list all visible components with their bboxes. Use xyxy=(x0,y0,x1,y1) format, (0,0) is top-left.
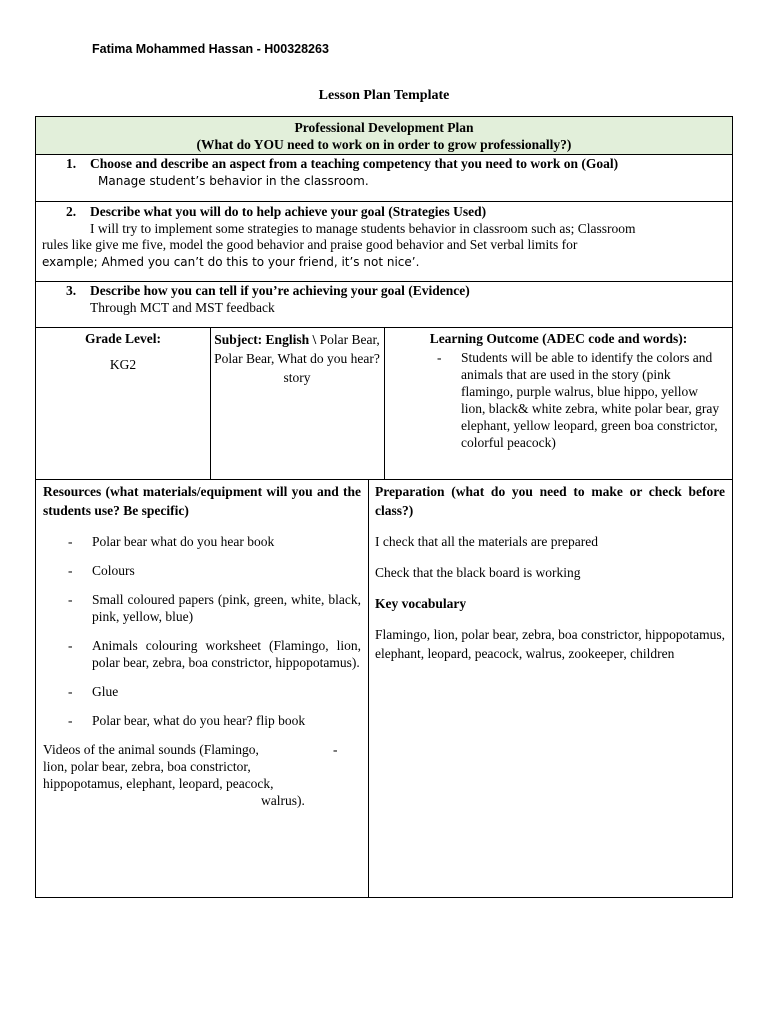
question-2-prompt: Describe what you will do to help achieve your goal (Strategies Used) xyxy=(90,204,487,219)
lesson-plan-table xyxy=(35,116,733,898)
question-3-answer: Through MCT and MST feedback xyxy=(90,299,275,315)
list-item: - Colours xyxy=(68,563,135,578)
list-item: - Small coloured papers (pink, green, white, black, pink, yellow, blue) xyxy=(68,592,361,624)
question-1 xyxy=(36,155,732,202)
outcome-bullet: Students will be able to identify the colors and animals that are used in the story (pink flamingo, purple walrus, blue hippo, yellow lion, black& white zebra, white polar bear, gray elephant, yellow leopard, green boa constrictor, colorful peacock) xyxy=(461,350,720,450)
preparation-heading: Preparation (what do you need to make or check before class?) xyxy=(375,484,725,518)
divider-grade-subject xyxy=(210,328,211,480)
document-title: Lesson Plan Template xyxy=(318,88,450,103)
question-3-number: 3. xyxy=(66,283,77,298)
grade-cell xyxy=(36,330,210,373)
resources-videos: Videos of the animal sounds (Flamingo, - lion, polar bear, zebra, boa constrictor, hippopotamus, elephant, leopard, peacock, walrus). xyxy=(43,742,338,808)
subject-value: Polar Bear, Polar Bear, What do you hear? story xyxy=(214,332,380,385)
preparation-cell xyxy=(375,482,725,663)
vocabulary-heading: Key vocabulary xyxy=(375,596,467,611)
question-1-prompt: Choose and describe an aspect from a teaching competency that you need to work on (Goal) xyxy=(90,156,619,171)
pdp-heading: Professional Development Plan xyxy=(294,120,474,135)
question-3 xyxy=(36,282,732,328)
grade-label: Grade Level: xyxy=(84,331,162,346)
question-3-prompt: Describe how you can tell if you’re achieving your goal (Evidence) xyxy=(90,283,470,298)
subject-cell xyxy=(214,330,380,387)
preparation-line-2: Check that the black board is working xyxy=(375,565,581,580)
author-line: Fatima Mohammed Hassan - H00328263 xyxy=(92,42,329,56)
list-item: - Glue xyxy=(68,684,119,699)
resources-heading: Resources (what materials/equipment will you and the students use? Be specific) xyxy=(43,484,361,518)
subject-label: Subject: English \ xyxy=(214,332,317,347)
question-2-answer-line2: rules like give me five, model the good behavior and praise good behavior and Set verbal limits for xyxy=(42,237,578,252)
list-item: - Animals colouring worksheet (Flamingo, lion, polar bear, zebra, boa constrictor, hippopotamus). xyxy=(68,638,361,670)
question-2 xyxy=(36,202,732,282)
outcome-label: Learning Outcome (ADEC code and words): xyxy=(429,331,688,346)
preparation-line-1: I check that all the materials are prepared xyxy=(375,534,599,549)
outcome-cell: Learning Outcome (ADEC code and words): - Students will be able to identify the colors and animals that are used in the story (pink flamingo, purple walrus, blue hippo, yellow lion, black& white zebra, white polar bear, gray elephant, yellow leopard, green boa constrictor, colorful peacock) xyxy=(385,330,732,451)
grade-value: KG2 xyxy=(109,357,137,372)
pdp-header xyxy=(36,117,732,155)
list-item: - Polar bear what do you hear book xyxy=(68,534,275,549)
divider-row xyxy=(36,479,732,480)
question-1-answer: Manage student’s behavior in the classroom. xyxy=(98,173,369,188)
resources-list xyxy=(43,533,361,729)
question-2-answer-line3: example; Ahmed you can’t do this to your friend, it’s not nice’. xyxy=(42,254,420,269)
list-item: - Polar bear, what do you hear? flip book xyxy=(68,713,306,728)
question-2-number: 2. xyxy=(66,204,77,219)
question-1-number: 1. xyxy=(66,156,77,171)
question-2-answer-line1: I will try to implement some strategies to manage students behavior in classroom such as; Classroom xyxy=(90,220,636,236)
pdp-subheading: (What do YOU need to work on in order to grow professionally?) xyxy=(196,137,572,152)
resources-cell xyxy=(43,482,361,809)
vocabulary-list: Flamingo, lion, polar bear, zebra, boa constrictor, hippopotamus, elephant, leopard, peacock, walrus, zookeeper, children xyxy=(375,627,725,661)
divider-resources-preparation xyxy=(368,480,369,898)
